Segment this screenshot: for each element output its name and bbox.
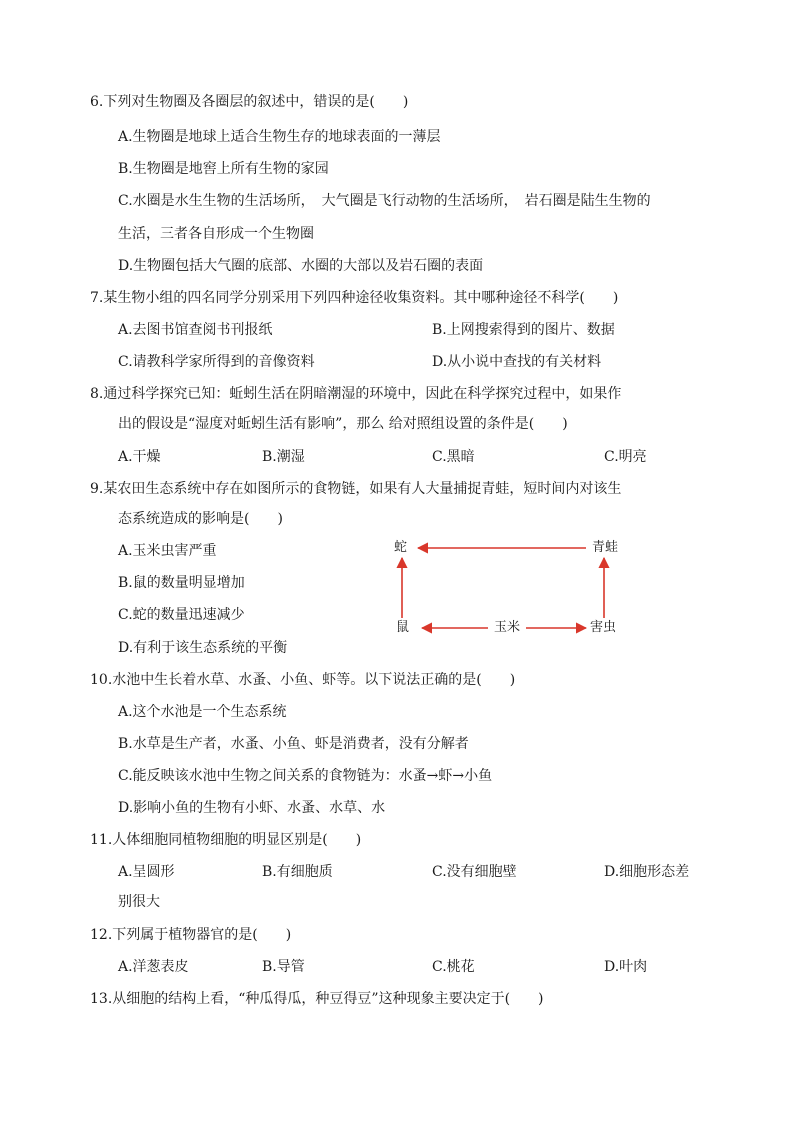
question-11-option-d-line1: D.细胞形态差 xyxy=(604,864,690,880)
question-9-stem-line2: 态系统造成的影响是( ) xyxy=(118,511,283,527)
question-9-stem-line1: 9.某农田生态系统中存在如图所示的食物链，如果有人大量捕捉青蛙，短时间内对该生 xyxy=(90,481,622,497)
question-6-option-a: A.生物圈是地球上适合生物生存的地球表面的一薄层 xyxy=(118,129,441,145)
question-11-option-a: A.呈圆形 xyxy=(118,864,175,880)
question-11-stem: 11.人体细胞同植物细胞的明显区别是( ) xyxy=(90,832,362,848)
question-7-option-b: B.上网搜索得到的图片、数据 xyxy=(432,322,615,338)
question-10-stem: 10.水池中生长着水草、水蚤、小鱼、虾等。以下说法正确的是( ) xyxy=(90,672,516,688)
question-10-option-c: C.能反映该水池中生物之间关系的食物链为：水蚤→虾→小鱼 xyxy=(118,768,493,784)
question-10-option-b: B.水草是生产者，水蚤、小鱼、虾是消费者，没有分解者 xyxy=(118,736,469,752)
question-8-stem-line1: 8.通过科学探究已知：蚯蚓生活在阴暗潮湿的环境中，因此在科学探究过程中，如果作 xyxy=(90,386,622,402)
question-9-option-b: B.鼠的数量明显增加 xyxy=(118,575,245,591)
question-7-stem: 7.某生物小组的四名同学分别采用下列四种途径收集资料。其中哪种途径不科学( ) xyxy=(90,290,619,306)
question-8-option-c: C.黑暗 xyxy=(432,449,475,465)
question-7-option-c: C.请教科学家所得到的音像资料 xyxy=(118,354,315,370)
node-frog: 青蛙 xyxy=(592,540,619,555)
question-11-option-c: C.没有细胞壁 xyxy=(432,864,517,880)
question-12-option-c: C.桃花 xyxy=(432,959,475,975)
question-11-option-d-line2: 别很大 xyxy=(118,894,160,910)
question-9-option-a: A.玉米虫害严重 xyxy=(118,543,217,559)
node-mouse: 鼠 xyxy=(396,620,410,635)
question-13-stem: 13.从细胞的结构上看，“种瓜得瓜，种豆得豆”这种现象主要决定于( ) xyxy=(90,991,544,1007)
node-snake: 蛇 xyxy=(394,540,408,555)
question-7-option-a: A.去图书馆查阅书刊报纸 xyxy=(118,322,273,338)
question-7-option-d: D.从小说中查找的有关材料 xyxy=(432,354,602,370)
question-8-option-b: B.潮湿 xyxy=(262,449,305,465)
question-8-option-a: A.干燥 xyxy=(118,449,161,465)
question-10-option-d: D.影响小鱼的生物有小虾、水蚤、水草、水 xyxy=(118,800,386,816)
question-6-option-c-line2: 生活，三者各自形成一个生物圈 xyxy=(118,226,314,242)
question-10-option-a: A.这个水池是一个生态系统 xyxy=(118,704,287,720)
question-12-option-b: B.导管 xyxy=(262,959,305,975)
question-6-stem: 6.下列对生物圈及各圈层的叙述中，错误的是( ) xyxy=(90,94,409,110)
question-11-option-b: B.有细胞质 xyxy=(262,864,333,880)
question-12-stem: 12.下列属于植物器官的是( ) xyxy=(90,927,292,943)
question-6-option-b: B.生物圈是地窖上所有生物的家园 xyxy=(118,161,329,177)
question-9-option-d: D.有利于该生态系统的平衡 xyxy=(118,640,288,656)
question-12-option-a: A.洋葱表皮 xyxy=(118,959,189,975)
question-8-stem-line2: 出的假设是“湿度对蚯蚓生活有影响”，那么 给对照组设置的条件是( ) xyxy=(118,416,568,432)
question-6-option-d: D.生物圈包括大气圈的底部、水圈的大部以及岩石圈的表面 xyxy=(118,258,484,274)
question-6-option-c-line1: C.水圈是水生生物的生活场所， 大气圈是飞行动物的生活场所， 岩石圈是陆生生物的 xyxy=(118,193,651,209)
node-corn: 玉米 xyxy=(494,620,521,635)
question-8-option-d: C.明亮 xyxy=(604,449,647,465)
question-12-option-d: D.叶肉 xyxy=(604,959,648,975)
question-9-option-c: C.蛇的数量迅速减少 xyxy=(118,607,245,623)
food-web-diagram xyxy=(380,534,640,644)
node-pest: 害虫 xyxy=(590,620,617,635)
